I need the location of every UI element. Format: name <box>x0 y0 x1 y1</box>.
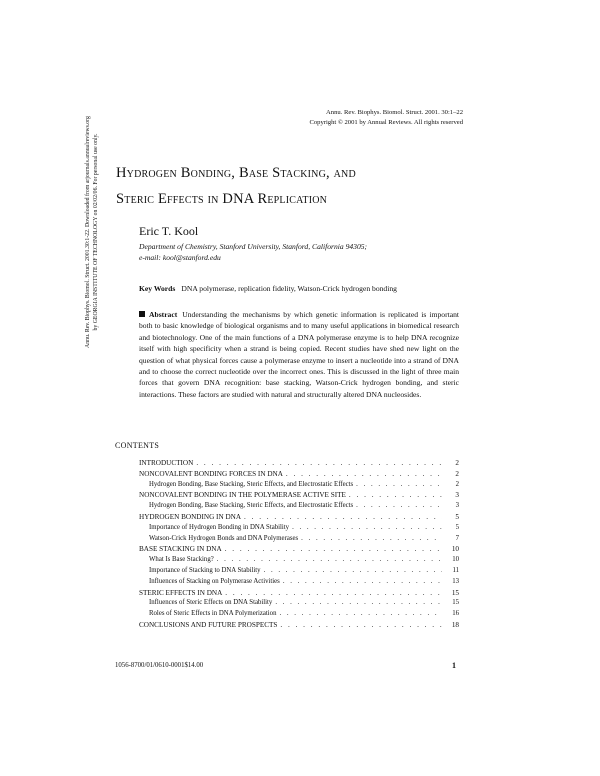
footer-code: 1056-8700/01/0610-0001$14.00 <box>115 662 204 669</box>
toc-entry-page: 10 <box>452 556 459 564</box>
toc-entry-page: 10 <box>451 545 459 554</box>
toc-entry-title: Influences of Steric Effects on DNA Stability <box>149 599 273 607</box>
keywords-text: DNA polymerase, replication fidelity, Watson-Crick hydrogen bonding <box>181 284 397 293</box>
toc-leader-dots <box>301 534 442 545</box>
table-of-contents <box>139 458 459 631</box>
toc-leader-dots <box>356 501 442 512</box>
title-line-2: Steric Effects in DNA Replication <box>116 191 328 207</box>
contents-heading: CONTENTS <box>115 441 160 450</box>
toc-entry-page: 3 <box>455 491 459 500</box>
toc-entry-page: 16 <box>452 610 459 618</box>
abstract-label: Abstract <box>149 310 178 319</box>
toc-entry-page: 3 <box>455 502 459 510</box>
toc-entry-page: 13 <box>452 577 459 585</box>
toc-leader-dots <box>225 544 442 555</box>
side-note-line-1: Annu. Rev. Biophys. Biomol. Struct. 2001.30:1-22. Downloaded from arjournals.annualreviews.org <box>85 116 91 348</box>
page-number: 1 <box>452 661 456 670</box>
toc-leader-dots <box>264 566 442 577</box>
toc-entry-title: BASE STACKING IN DNA <box>139 545 222 554</box>
square-bullet-icon <box>139 311 145 317</box>
abstract-text: Understanding the mechanisms by which genetic information is replicated is important both to basic knowledge of biological organisms and to many useful applications in biomedical research and biotechnology. One of the main functions of a DNA polymerase enzyme is to help DNA recognize itself with high specificity when a strand is being copied. Recent studies have shed new light on the question of what physical forces cause a polymerase enzyme to insert a nucleotide into a strand of DNA and to choose the correct nucleotide over the incorrect ones. This is discussed in the light of three main forces that govern DNA recognition: base stacking, Watson-Crick hydrogen bonding, and steric interactions. These factors are studied with natural and structurally altered DNA nucleosides. <box>139 310 459 399</box>
citation-copyright: Copyright © 2001 by Annual Reviews. All rights reserved <box>309 118 463 126</box>
title-line-1: Hydrogen Bonding, Base Stacking, and <box>116 165 356 181</box>
toc-entry-title: Influences of Stacking on Polymerase Activities <box>149 577 280 585</box>
toc-entry-title: STERIC EFFECTS IN DNA <box>139 588 223 597</box>
citation-journal: Annu. Rev. Biophys. Biomol. Struct. 2001. 30:1–22 <box>326 109 463 116</box>
toc-entry-title: CONCLUSIONS AND FUTURE PROSPECTS <box>139 620 278 629</box>
toc-entry <box>139 501 459 512</box>
toc-entry <box>139 469 459 480</box>
toc-entry-title: INTRODUCTION <box>139 459 194 467</box>
toc-entry <box>139 523 459 534</box>
toc-entry-page: 15 <box>451 588 459 597</box>
toc-entry-title: Watson-Crick Hydrogen Bonds and DNA Polymerases <box>149 534 299 542</box>
download-side-note <box>84 62 100 402</box>
toc-entry <box>139 544 459 555</box>
toc-entry-title: NONCOVALENT BONDING FORCES IN DNA <box>139 469 283 478</box>
toc-entry <box>139 598 459 609</box>
toc-entry <box>139 566 459 577</box>
toc-leader-dots <box>286 469 442 480</box>
toc-entry-page: 5 <box>455 523 459 531</box>
article-title <box>116 160 356 212</box>
side-note-line-2: by GEORGIA INSTITUTE OF TECHNOLOGY on 02/02/06. For personal use only. <box>93 133 99 331</box>
toc-entry-page: 15 <box>452 599 459 607</box>
author-department: Department of Chemistry, Stanford University, Stanford, California 94305; <box>139 242 368 251</box>
abstract <box>139 309 459 400</box>
toc-entry <box>139 588 459 599</box>
toc-leader-dots <box>275 598 442 609</box>
toc-entry-title: Hydrogen Bonding, Base Stacking, Steric Effects, and Electrostatic Effects <box>149 502 354 510</box>
toc-leader-dots <box>196 458 442 469</box>
toc-entry <box>139 620 459 631</box>
toc-entry-title: Hydrogen Bonding, Base Stacking, Steric Effects, and Electrostatic Effects <box>149 480 354 488</box>
keywords <box>139 283 459 294</box>
toc-entry-title: Importance of Stacking to DNA Stability <box>149 566 261 574</box>
author-name: Eric T. Kool <box>139 224 199 238</box>
toc-entry-page: 18 <box>451 620 459 629</box>
toc-leader-dots <box>283 577 442 588</box>
toc-entry-page: 2 <box>455 459 459 467</box>
author-email: e-mail: kool@stanford.edu <box>139 253 221 262</box>
toc-leader-dots <box>356 480 442 491</box>
toc-leader-dots <box>279 609 442 620</box>
toc-entry <box>139 458 459 469</box>
toc-entry-page: 2 <box>455 469 459 478</box>
author-affiliation <box>139 241 367 263</box>
toc-entry <box>139 577 459 588</box>
toc-entry-title: Roles of Steric Effects in DNA Polymerization <box>149 610 277 618</box>
toc-leader-dots <box>244 512 442 523</box>
toc-entry <box>139 490 459 501</box>
toc-entry <box>139 609 459 620</box>
citation-block <box>309 108 463 127</box>
toc-leader-dots <box>217 555 442 566</box>
toc-entry-title: What Is Base Stacking? <box>149 556 214 564</box>
toc-entry-title: HYDROGEN BONDING IN DNA <box>139 512 242 521</box>
toc-entry-page: 2 <box>455 480 459 488</box>
toc-leader-dots <box>280 620 442 631</box>
toc-entry-page: 7 <box>455 534 459 542</box>
toc-leader-dots <box>292 523 442 534</box>
toc-entry <box>139 555 459 566</box>
toc-leader-dots <box>349 490 442 501</box>
toc-leader-dots <box>225 588 442 599</box>
toc-entry-title: NONCOVALENT BONDING IN THE POLYMERASE ACTIVE SITE <box>139 491 346 500</box>
toc-entry <box>139 480 459 491</box>
toc-entry-title: Importance of Hydrogen Bonding in DNA Stability <box>149 523 290 531</box>
keywords-label: Key Words <box>139 284 176 293</box>
toc-entry <box>139 512 459 523</box>
toc-entry <box>139 534 459 545</box>
toc-entry-page: 5 <box>455 512 459 521</box>
toc-entry-page: 11 <box>452 566 459 574</box>
